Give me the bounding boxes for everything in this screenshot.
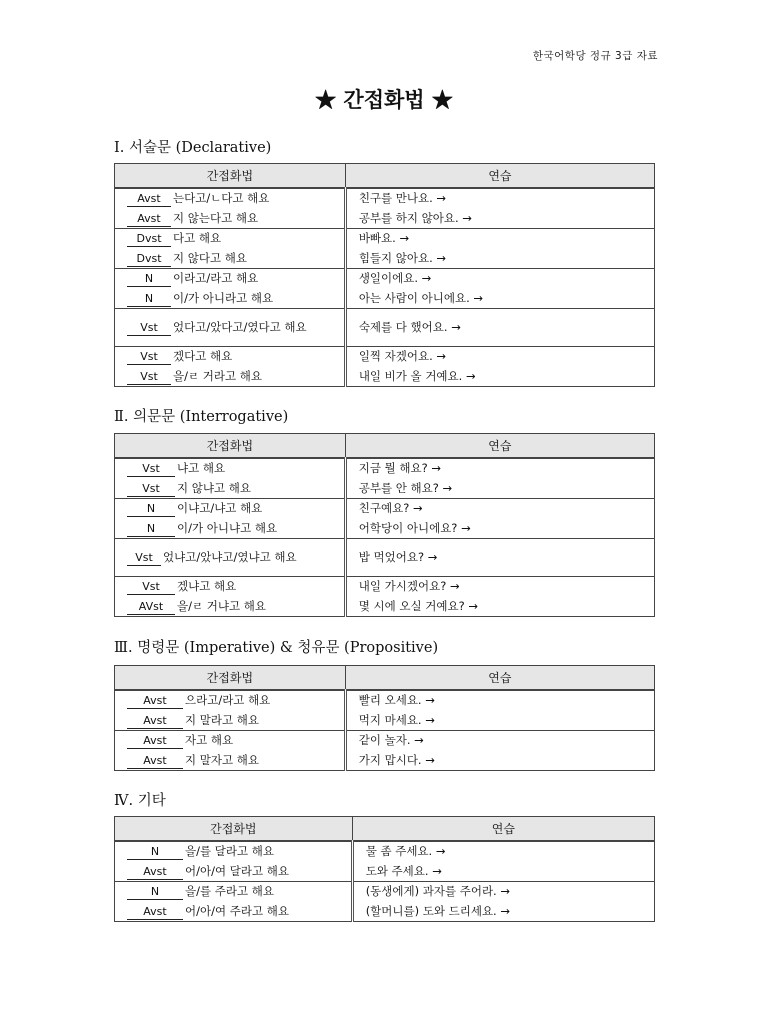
section-heading-other: Ⅳ. 기타 [114,793,166,809]
page-title: ★ 간접화법 ★ [315,87,453,112]
blank-field: N [127,522,175,537]
table-header-row [115,164,655,189]
form-cell [115,188,346,229]
blank-field: AVst [127,600,175,615]
form-ending: 으라고/라고 해요 [185,693,271,707]
practice-cell [345,499,654,539]
blank-field: Vst [127,482,175,497]
form-cell [115,882,353,922]
table-row [115,731,655,771]
form-ending: 겠다고 해요 [173,349,233,363]
form-line [115,597,344,617]
form-ending: 지 말라고 해요 [185,712,259,727]
form-line [115,289,344,309]
form-line [115,902,351,922]
table-header-row [115,434,655,459]
form-line [115,459,344,479]
table-row [115,188,655,229]
table-row [115,458,655,499]
table-row [115,499,655,539]
table-row [115,539,655,577]
practice-sentence: (동생에게) 과자를 주어라. → [365,884,511,898]
table-row [115,577,655,617]
form-ending: 어/아/여 주라고 해요 [185,903,289,918]
form-ending: 냐고 해요 [177,461,226,475]
practice-sentence: 빨리 오세요. → [358,693,435,707]
practice-cell [345,229,654,269]
blank-field: Avst [127,212,171,227]
form-ending: 었다고/았다고/였다고 해요 [173,320,307,334]
practice-cell [345,690,654,731]
blank-field: Dvst [127,252,171,267]
practice-cell [345,188,654,229]
blank-field: Vst [127,370,171,385]
form-line [115,229,344,249]
form-line [115,367,344,387]
form-ending: 을/ㄹ 거라고 해요 [173,368,262,383]
practice-sentence: 가지 맙시다. → [358,752,435,767]
form-line [115,269,344,289]
practice-cell [345,269,654,309]
section-heading-imperative-propositive: Ⅲ. 명령문 (Imperative) & 청유문 (Propositive) [114,640,439,656]
form-line [115,882,351,902]
form-cell [115,731,346,771]
form-line [115,842,351,862]
form-cell [115,347,346,387]
table-other [114,816,655,922]
practice-sentence: 친구를 만나요. → [358,191,447,205]
form-ending: 는다고/ㄴ다고 해요 [173,191,270,205]
practice-sentence: 먹지 마세요. → [358,712,435,727]
form-line [115,731,344,751]
form-cell [115,841,353,882]
practice-cell [352,882,654,922]
column-header-form: 간접화법 [115,164,346,189]
form-ending: 다고 해요 [173,231,222,245]
form-line [115,347,344,367]
blank-field: N [127,272,171,287]
form-ending: 을/ㄹ 거냐고 해요 [177,598,266,613]
form-ending: 어/아/여 달라고 해요 [185,863,289,878]
form-line [115,309,344,346]
form-cell [115,539,346,577]
column-header-practice: 연습 [345,666,654,691]
form-ending: 이냐고/냐고 해요 [177,501,263,515]
practice-cell [352,841,654,882]
form-line [115,691,344,711]
practice-sentence: 물 좀 주세요. → [365,844,446,858]
table-header-row [115,817,655,842]
practice-sentence: 같이 놀자. → [358,733,424,747]
table-declarative [114,163,655,387]
table-interrogative [114,433,655,617]
form-line [115,577,344,597]
blank-field: Avst [127,734,183,749]
practice-sentence: 일찍 자겠어요. → [358,349,447,363]
form-cell [115,229,346,269]
form-ending: 지 않는다고 해요 [173,210,259,225]
column-header-practice: 연습 [345,434,654,459]
practice-sentence: 공부를 하지 않아요. → [358,210,472,225]
table-imperative-propositive [114,665,655,771]
table-header-row [115,666,655,691]
section-heading-interrogative: Ⅱ. 의문문 (Interrogative) [114,409,289,425]
form-ending: 자고 해요 [185,733,234,747]
form-ending: 지 않다고 해요 [173,250,247,265]
blank-field: N [127,292,171,307]
table-row [115,309,655,347]
blank-field: N [127,502,175,517]
form-line [115,189,344,209]
table-row [115,690,655,731]
blank-field: Avst [127,754,183,769]
column-header-practice: 연습 [352,817,654,842]
form-line [115,519,344,539]
column-header-form: 간접화법 [115,666,346,691]
practice-sentence: 친구예요? → [358,501,423,515]
form-line [115,862,351,882]
blank-field: Vst [127,462,175,477]
form-ending: 을/를 달라고 해요 [185,844,274,858]
form-line [115,711,344,731]
table-row [115,229,655,269]
practice-cell [345,539,654,577]
form-line [115,499,344,519]
form-ending: 겠냐고 해요 [177,579,237,593]
form-ending: 지 말자고 해요 [185,752,259,767]
blank-field: Vst [127,580,175,595]
blank-field: Avst [127,192,171,207]
practice-sentence: (할머니를) 도와 드리세요. → [365,903,511,918]
practice-cell [345,309,654,347]
blank-field: N [127,885,183,900]
practice-sentence: 숙제를 다 했어요. → [358,320,461,334]
document-header: 한국어학당 정규 3급 자료 [532,50,658,62]
table-row [115,882,655,922]
section-heading-declarative: Ⅰ. 서술문 (Declarative) [114,140,272,156]
form-cell [115,309,346,347]
form-line [115,209,344,229]
form-line [115,249,344,269]
form-line [115,539,344,576]
blank-field: Vst [127,321,171,336]
blank-field: N [127,845,183,860]
form-cell [115,499,346,539]
blank-field: Vst [127,551,161,566]
practice-sentence: 힘들지 않아요. → [358,250,447,265]
practice-sentence: 내일 비가 올 거예요. → [358,368,476,383]
form-ending: 었냐고/았냐고/였냐고 해요 [163,550,297,564]
practice-sentence: 도와 주세요. → [365,863,442,878]
form-ending: 을/를 주라고 해요 [185,884,274,898]
blank-field: Vst [127,350,171,365]
table-row [115,269,655,309]
table-row [115,347,655,387]
practice-sentence: 바빠요. → [358,231,410,245]
practice-cell [345,458,654,499]
practice-sentence: 지금 뭘 해요? → [358,461,442,475]
column-header-form: 간접화법 [115,817,353,842]
practice-cell [345,577,654,617]
practice-cell [345,731,654,771]
column-header-form: 간접화법 [115,434,346,459]
form-cell [115,690,346,731]
practice-sentence: 어학당이 아니에요? → [358,520,471,535]
practice-cell [345,347,654,387]
blank-field: Avst [127,905,183,920]
practice-sentence: 몇 시에 오실 거예요? → [358,598,479,613]
form-ending: 지 않냐고 해요 [177,480,251,495]
practice-sentence: 공부를 안 해요? → [358,480,453,495]
form-ending: 이/가 아니라고 해요 [173,290,274,305]
practice-sentence: 내일 가시겠어요? → [358,579,460,593]
blank-field: Avst [127,865,183,880]
blank-field: Dvst [127,232,171,247]
form-line [115,751,344,771]
practice-sentence: 아는 사람이 아니에요. → [358,290,484,305]
practice-sentence: 밥 먹었어요? → [358,550,438,564]
form-cell [115,577,346,617]
blank-field: Avst [127,694,183,709]
practice-sentence: 생일이에요. → [358,271,432,285]
form-line [115,479,344,499]
form-ending: 이/가 아니냐고 해요 [177,520,278,535]
form-cell [115,458,346,499]
form-ending: 이라고/라고 해요 [173,271,259,285]
form-cell [115,269,346,309]
column-header-practice: 연습 [345,164,654,189]
blank-field: Avst [127,714,183,729]
table-row [115,841,655,882]
